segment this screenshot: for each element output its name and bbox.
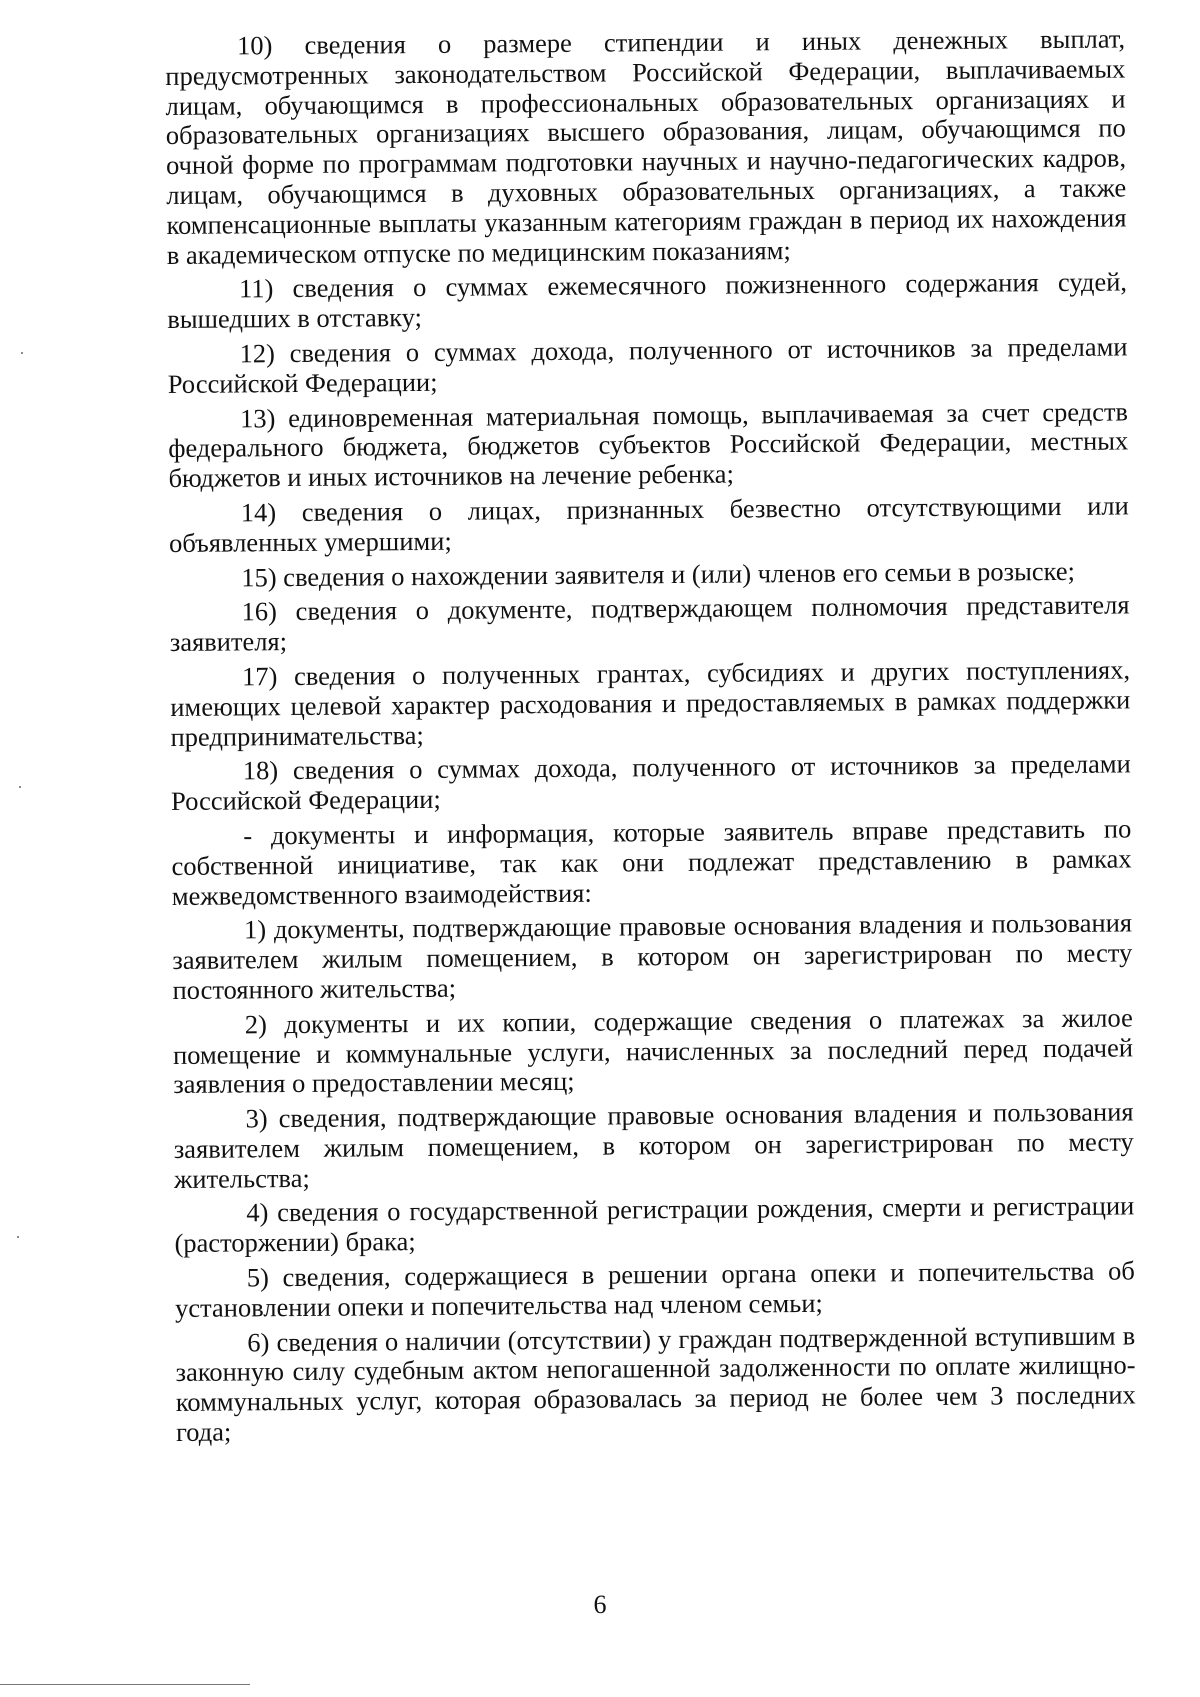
paragraph-subitem-3: 3) сведения, подтверждающие правовые основания владения и пользования заявителем жилым помещением, в котором он зарегистрирован по месту жительства; [173,1096,1134,1194]
paragraph-item-11: 11) сведения о суммах ежемесячного пожизненного содержания судей, вышедших в отставку; [167,266,1128,335]
paragraph-subitem-6: 6) сведения о наличии (отсутствии) у граждан подтвержденной вступившим в законную силу судебным актом непогашенной задолженности по оплате жилищно-коммунальных услуг, которая образовалась за период не более чем 3 последних года; [175,1320,1136,1448]
paragraph-item-10: 10) сведения о размере стипендии и иных денежных выплат, предусмотренных законодательством Российской Федерации, выплачиваемых лицам, обучающимся в профессиональных образовательных организациях и образовательных организациях высшего образования, лицам, обучающимся по очной форме по программам подготовки научных и научно-педагогических кадров, лицам, обучающимся в духовных образовательных организациях, а также компенсационные выплаты указанным категориям граждан в период их нахождения в академическом отпуске по медицинским показаниям; [165,23,1127,270]
paragraph-item-17: 17) сведения о полученных грантах, субсидиях и других поступлениях, имеющих целевой характер расходования и предоставляемых в рамках поддержки предпринимательства; [170,654,1131,752]
paragraph-item-13: 13) единовременная материальная помощь, выплачиваемая за счет средств федерального бюджета, бюджетов субъектов Российской Федерации, местных бюджетов и иных источников на лечение ребенка; [168,396,1129,494]
paragraph-subitem-5: 5) сведения, содержащиеся в решении органа опеки и попечительства об установлении опеки и попечительства над членом семьи; [174,1255,1135,1323]
paragraph-item-18: 18) сведения о суммах дохода, полученного от источников за пределами Российской Федерации; [170,748,1131,817]
paragraph-subitem-2: 2) документы и их копии, содержащие сведения о платежах за жилое помещение и коммунальные услуги, начисленных за последний перед подачей заявления о предоставлении месяц; [172,1002,1134,1100]
paragraph-subitem-1: 1) документы, подтверждающие правовые основания владения и пользования заявителем жилым помещением, в котором он зарегистрирован по месту постоянного жительства; [172,907,1133,1005]
paragraph-item-16: 16) сведения о документе, подтверждающем полномочия представителя заявителя; [169,589,1130,658]
paragraph-item-12: 12) сведения о суммах дохода, полученного от источников за пределами Российской Федерации; [167,331,1128,399]
document-body [165,24,1136,1452]
page-number: 6 [593,1590,607,1619]
scan-speck [21,352,23,354]
scan-speck [19,786,21,788]
paragraph-item-14: 14) сведения о лицах, признанных безвестно отсутствующими или объявленных умершими; [168,490,1129,558]
paragraph-subitem-4: 4) сведения о государственной регистрации рождения, смерти и регистрации (расторжении) брака; [174,1190,1135,1259]
paragraph-optional-documents: - документы и информация, которые заявитель вправе представить по собственной инициативе, так как они подлежат представлению в рамках межведомственного взаимодействия: [171,813,1132,911]
scan-edge-line [0,1684,250,1685]
scan-speck [17,1236,19,1238]
paragraph-item-15: 15) сведения о нахождении заявителя и (или) членов его семьи в розыске; [241,555,1076,592]
